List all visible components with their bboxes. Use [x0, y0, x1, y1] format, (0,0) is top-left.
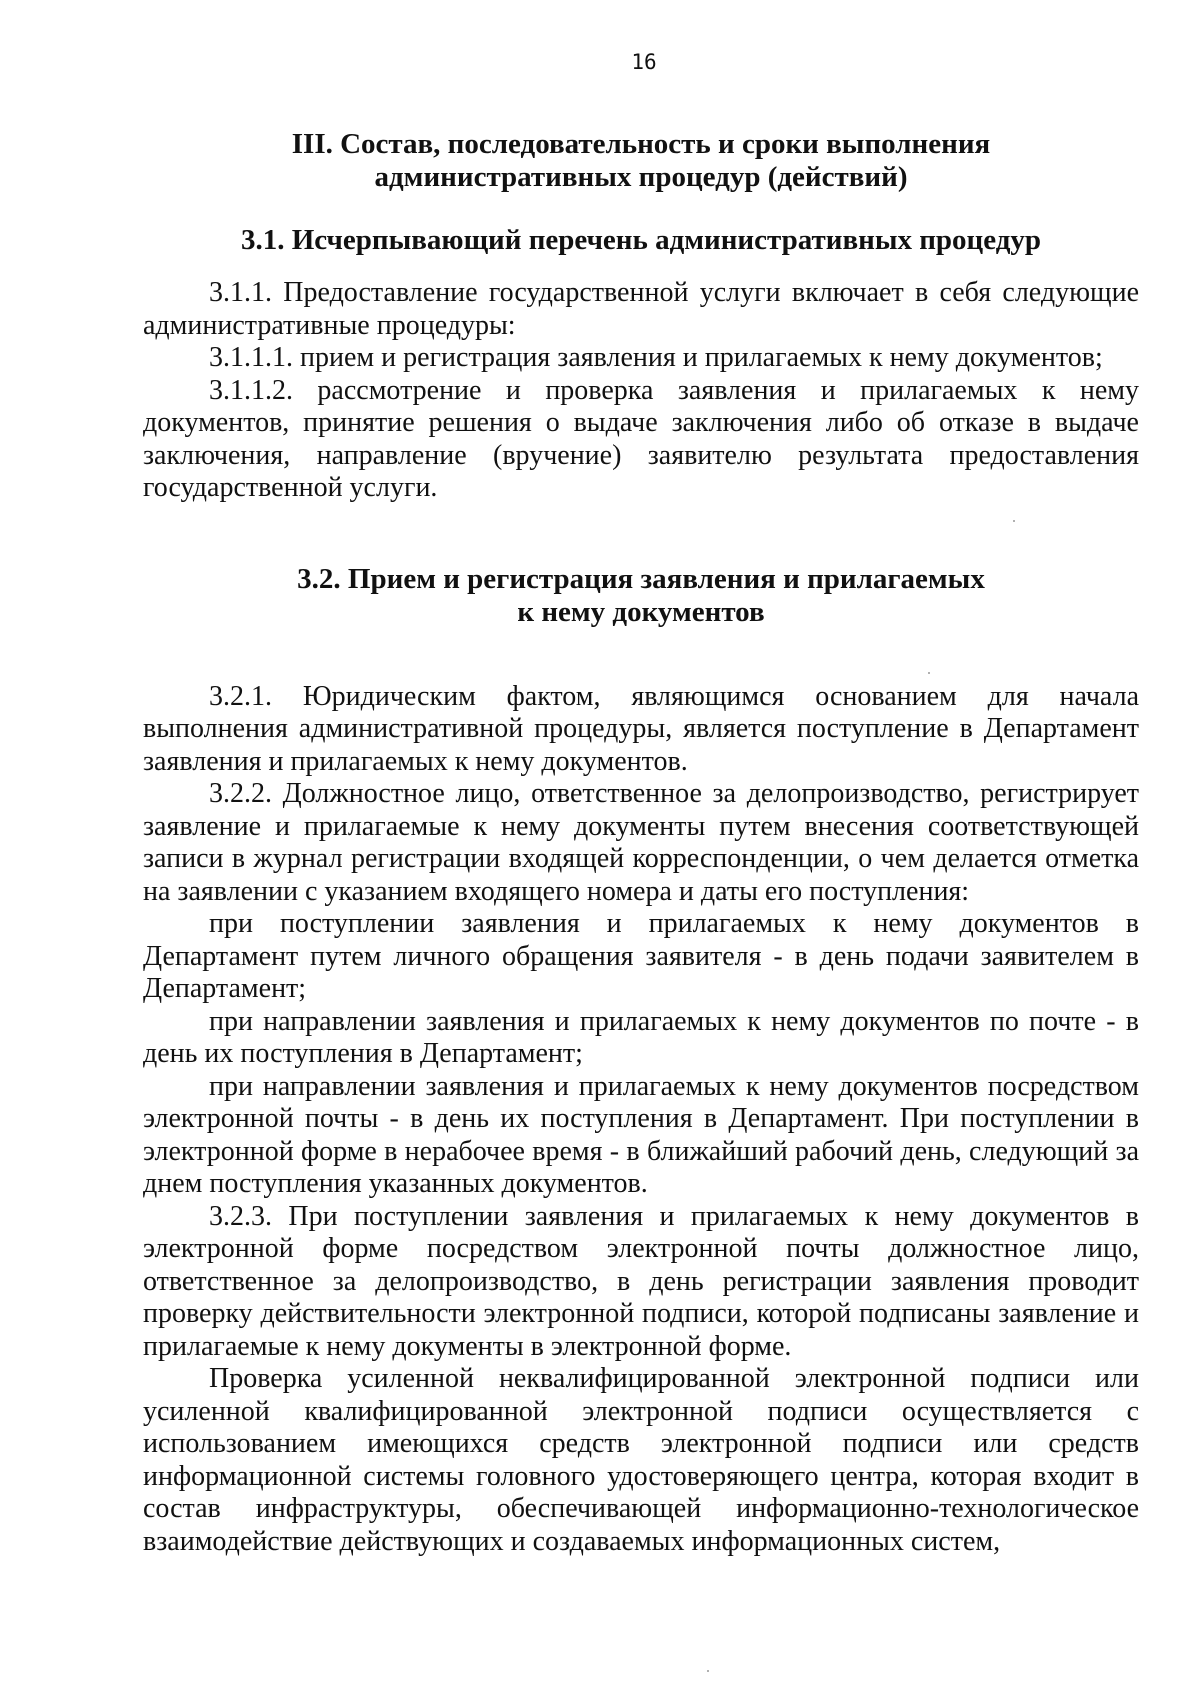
section-heading-line-1: III. Состав, последовательность и сроки выполнения: [291, 128, 991, 160]
subsection-3-2-title-line-2: к нему документов: [517, 595, 765, 628]
paragraph-3-1-1-1: 3.1.1.1. прием и регистрация заявления и прилагаемых к нему документов;: [209, 342, 1103, 373]
paragraph-3-2-2: 3.2.2. Должностное лицо, ответственное за делопроизводство, регистрирует заявление и прилагаемые к нему документы путем внесения соответствующей записи в журнал регистрации входящей корреспонденции, о чем делается отметка на заявлении с указанием входящего номера и даты его поступления:: [143, 778, 1139, 907]
subsection-3-2-title: [143, 563, 1139, 629]
subsection-3-1-title: 3.1. Исчерпывающий перечень административных процедур: [240, 224, 1042, 256]
scan-speck: [707, 1670, 709, 1672]
scan-speck: [928, 672, 930, 674]
paragraph-3-1-1: 3.1.1. Предоставление государственной услуги включает в себя следующие административные процедуры:: [143, 277, 1139, 341]
section-heading-line-2: административных процедур (действий): [374, 161, 908, 193]
paragraph-personal-submission: при поступлении заявления и прилагаемых к нему документов в Департамент путем личного обращения заявителя - в день подачи заявителем в Департамент;: [143, 908, 1139, 1004]
subsection-3-2-title-line-1: 3.2. Прием и регистрация заявления и прилагаемых: [297, 562, 985, 595]
paragraph-3-1-1-2: 3.1.1.2. рассмотрение и проверка заявления и прилагаемых к нему документов, принятие решения о выдаче заключения либо об отказе в выдаче заключения, направление (вручение) заявителю результата предоставления государственной услуги.: [143, 374, 1139, 503]
scan-speck: [1013, 520, 1015, 522]
paragraph-3-2-1: 3.2.1. Юридическим фактом, являющимся основанием для начала выполнения административной процедуры, является поступление в Департамент заявления и прилагаемых к нему документов.: [143, 680, 1139, 777]
paragraph-signature-verification: Проверка усиленной неквалифицированной электронной подписи или усиленной квалифицированной электронной подписи осуществляется с использованием имеющихся средств электронной подписи или средств информационной системы головного удостоверяющего центра, которая входит в состав инфраструктуры, обеспечивающей информационно-технологическое взаимодействие действующих и создаваемых информационных систем,: [143, 1363, 1139, 1557]
page-number: 16: [631, 50, 657, 74]
section-heading: [143, 128, 1139, 194]
paragraph-postal-submission: при направлении заявления и прилагаемых к нему документов по почте - в день их поступления в Департамент;: [143, 1005, 1139, 1069]
document-body: [143, 128, 1139, 1558]
paragraph-3-2-3: 3.2.3. При поступлении заявления и прилагаемых к нему документов в электронной форме посредством электронной почты должностное лицо, ответственное за делопроизводство, в день регистрации заявления проводит проверку действительности электронной подписи, которой подписаны заявление и прилагаемые к нему документы в электронной форме.: [143, 1200, 1139, 1362]
paragraph-email-submission: при направлении заявления и прилагаемых к нему документов посредством электронной почты - в день их поступления в Департамент. При поступлении в электронной форме в нерабочее время - в ближайший рабочий день, следующий за днем поступления указанных документов.: [143, 1070, 1139, 1199]
